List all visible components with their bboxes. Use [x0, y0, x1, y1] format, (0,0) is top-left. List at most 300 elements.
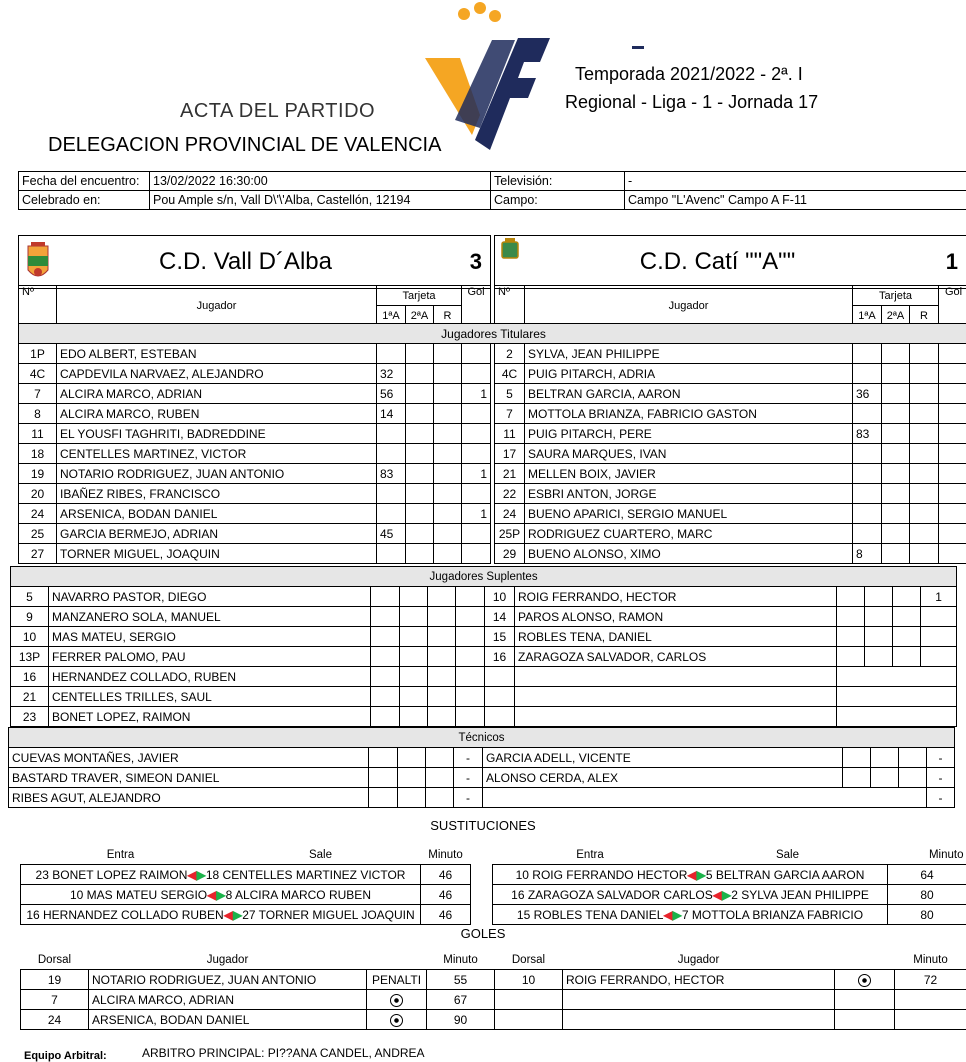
- away-coach-dash: -: [927, 748, 955, 768]
- delegacion-title: DELEGACION PROVINCIAL DE VALENCIA: [48, 134, 441, 157]
- away-yellow-1: 36: [853, 384, 882, 404]
- away-sub-goals: 1: [921, 587, 957, 607]
- home-red: [434, 384, 462, 404]
- home-r-header: R: [434, 306, 462, 326]
- home-yellow-1: [377, 424, 406, 444]
- away-red: [910, 504, 939, 524]
- home-red: [434, 504, 462, 524]
- home-yellow-2: [406, 424, 434, 444]
- home-sub-stat: [371, 667, 400, 687]
- away-player-number: 24: [495, 504, 525, 524]
- away-yellow-1: 83: [853, 424, 882, 444]
- away-coach-stat: [899, 768, 927, 788]
- away-sub-in: 15 ROBLES TENA DANIEL: [517, 908, 664, 922]
- table-row: [19, 384, 966, 404]
- away-team-name: C.D. Catí ""A"": [525, 236, 911, 289]
- home-2a-header: 2ªA: [406, 306, 434, 326]
- away-sub-stat: [837, 647, 865, 667]
- home-goals: 1: [462, 384, 491, 404]
- away-yellow-2: [882, 524, 910, 544]
- home-sub-pair: [21, 885, 421, 905]
- home-gol-header: Gol: [462, 286, 491, 326]
- swap-arrow-icon: ◀▶: [663, 908, 681, 922]
- fecha-value: 13/02/2022 16:30:00: [150, 172, 491, 191]
- away-goal-dorsal: 10: [495, 970, 563, 990]
- home-yellow-1: 83: [377, 464, 406, 484]
- away-red: [910, 344, 939, 364]
- away-coach-stat: [871, 748, 899, 768]
- home-sub-out: 18 CENTELLES MARTINEZ VICTOR: [206, 868, 406, 882]
- home-player-number: 27: [19, 544, 57, 564]
- home-coach-stat: [398, 768, 426, 788]
- away-coach-stat: [871, 768, 899, 788]
- home-coach-dash: -: [454, 768, 483, 788]
- away-player-number: 17: [495, 444, 525, 464]
- away-sub-number: 14: [485, 607, 515, 627]
- home-sub-stat: [428, 627, 456, 647]
- away-yellow-2: [882, 404, 910, 424]
- home-goals: [462, 524, 491, 544]
- home-yellow-2: [406, 504, 434, 524]
- table-row: [11, 627, 957, 647]
- home-coach-stat: [426, 788, 454, 808]
- away-sub-stat: [837, 607, 865, 627]
- home-sub-stat: [456, 627, 485, 647]
- table-row: [9, 748, 955, 768]
- home-player-number: 8: [19, 404, 57, 424]
- home-1a-header: 1ªA: [377, 306, 406, 326]
- away-sub-pair: [493, 905, 888, 925]
- away-sub-number: [485, 687, 515, 707]
- away-player-name: MOTTOLA BRIANZA, FABRICIO GASTON: [525, 404, 853, 424]
- table-row: [11, 667, 957, 687]
- home-yellow-1: [377, 504, 406, 524]
- home-jugador-header: Jugador: [57, 286, 377, 326]
- home-sub-number: 5: [11, 587, 49, 607]
- sust-home-minuto-header: Minuto: [421, 845, 471, 865]
- home-team-name: C.D. Vall D´Alba: [57, 236, 435, 289]
- table-row: [11, 607, 957, 627]
- away-goals: [939, 464, 966, 484]
- home-coach-name: BASTARD TRAVER, SIMEON DANIEL: [9, 768, 369, 788]
- away-player-number: 25P: [495, 524, 525, 544]
- home-crest: [19, 236, 57, 289]
- header-mark: [632, 46, 644, 49]
- away-red: [910, 464, 939, 484]
- away-player-number: 2: [495, 344, 525, 364]
- home-num-header: Nº: [19, 286, 57, 326]
- player-column-headers: [18, 285, 966, 326]
- away-player-name: SAURA MARQUES, IVAN: [525, 444, 853, 464]
- home-goals: [462, 344, 491, 364]
- away-goal-minute: 72: [895, 970, 966, 990]
- away-red: [910, 384, 939, 404]
- home-yellow-1: 32: [377, 364, 406, 384]
- home-team-goals: 3: [435, 236, 491, 289]
- soccer-ball-icon: [390, 1014, 403, 1027]
- home-player-number: 11: [19, 424, 57, 444]
- home-red: [434, 344, 462, 364]
- home-sub-stat: [400, 667, 428, 687]
- table-row: [19, 544, 966, 564]
- home-red: [434, 464, 462, 484]
- away-team-goals: 1: [911, 236, 966, 289]
- home-goal-type: PENALTI: [367, 970, 427, 990]
- swap-arrow-icon: ◀▶: [224, 908, 242, 922]
- home-coach-name: CUEVAS MONTAÑES, JAVIER: [9, 748, 369, 768]
- table-row: [9, 768, 955, 788]
- home-yellow-2: [406, 404, 434, 424]
- away-red: [910, 544, 939, 564]
- away-coach-stat: [899, 748, 927, 768]
- home-player-name: ALCIRA MARCO, ADRIAN: [57, 384, 377, 404]
- away-sub-in: 16 ZARAGOZA SALVADOR CARLOS: [511, 888, 713, 902]
- away-player-number: 4C: [495, 364, 525, 384]
- sust-sep: [471, 865, 493, 885]
- home-goal-dorsal: 7: [21, 990, 89, 1010]
- away-sub-name: ROIG FERRANDO, HECTOR: [515, 587, 837, 607]
- home-sub-number: 9: [11, 607, 49, 627]
- home-sub-stat: [456, 707, 485, 727]
- table-row: [19, 484, 966, 504]
- home-goal-type: [367, 990, 427, 1010]
- away-player-name: SYLVA, JEAN PHILIPPE: [525, 344, 853, 364]
- home-player-name: IBAÑEZ RIBES, FRANCISCO: [57, 484, 377, 504]
- home-goal-type: [367, 1010, 427, 1030]
- home-goals: [462, 404, 491, 424]
- table-row: [19, 424, 966, 444]
- home-sub-minute: 46: [421, 865, 471, 885]
- home-yellow-1: [377, 484, 406, 504]
- goles-away-dorsal-header: Dorsal: [495, 950, 563, 970]
- home-red: [434, 524, 462, 544]
- away-sub-minute: 80: [888, 905, 966, 925]
- home-sub-name: MAS MATEU, SERGIO: [49, 627, 371, 647]
- home-goals: [462, 444, 491, 464]
- home-coach-stat: [398, 748, 426, 768]
- home-sub-stat: [456, 647, 485, 667]
- away-sub-out: 2 SYLVA JEAN PHILIPPE: [731, 888, 869, 902]
- away-goal-player: [563, 1010, 835, 1030]
- away-sub-stat: [893, 587, 921, 607]
- away-player-name: BUENO APARICI, SERGIO MANUEL: [525, 504, 853, 524]
- home-player-name: EL YOUSFI TAGHRITI, BADREDDINE: [57, 424, 377, 444]
- away-sub-stat: [893, 647, 921, 667]
- home-coach-stat: [369, 748, 398, 768]
- away-sub-out: 7 MOTTOLA BRIANZA FABRICIO: [682, 908, 863, 922]
- home-sub-stat: [456, 607, 485, 627]
- away-sub-minute: 64: [888, 865, 966, 885]
- away-player-number: 5: [495, 384, 525, 404]
- away-sub-stat: [837, 587, 865, 607]
- match-info-table: [18, 171, 966, 210]
- home-sub-stat: [371, 707, 400, 727]
- home-sub-stat: [400, 707, 428, 727]
- swap-arrow-icon: ◀▶: [187, 868, 205, 882]
- tv-value: -: [625, 172, 966, 191]
- away-sub-number: 10: [485, 587, 515, 607]
- home-sub-stat: [371, 607, 400, 627]
- away-sub-stat: [893, 627, 921, 647]
- home-yellow-1: [377, 344, 406, 364]
- away-sub-name: [515, 707, 837, 727]
- table-row: [19, 364, 966, 384]
- away-sub-stat: [837, 627, 865, 647]
- goles-home-dorsal-header: Dorsal: [21, 950, 89, 970]
- home-yellow-2: [406, 384, 434, 404]
- away-goals: [939, 544, 966, 564]
- arbitro-principal: ARBITRO PRINCIPAL: PI??ANA CANDEL, ANDREA: [142, 1046, 425, 1060]
- home-goals: 1: [462, 504, 491, 524]
- home-coach-stat: [426, 768, 454, 788]
- temporada-text: Temporada 2021/2022 - 2ª. I: [575, 64, 803, 85]
- home-yellow-2: [406, 344, 434, 364]
- suplentes-table: [10, 566, 957, 727]
- home-yellow-1: [377, 544, 406, 564]
- away-sub-pair: [493, 885, 888, 905]
- sustituciones-table: [20, 845, 966, 925]
- goles-home-jugador-header: Jugador: [89, 950, 367, 970]
- away-crest: [495, 236, 525, 289]
- suplentes-section-header: Jugadores Suplentes: [11, 567, 957, 587]
- home-coach-stat: [426, 748, 454, 768]
- away-goal-dorsal: [495, 1010, 563, 1030]
- away-yellow-1: [853, 524, 882, 544]
- teams-table: [18, 235, 966, 289]
- home-player-number: 18: [19, 444, 57, 464]
- away-player-name: ESBRI ANTON, JORGE: [525, 484, 853, 504]
- home-goal-player: ARSENICA, BODAN DANIEL: [89, 1010, 367, 1030]
- celebrado-label: Celebrado en:: [19, 191, 150, 210]
- away-yellow-1: [853, 344, 882, 364]
- home-sub-stat: [400, 587, 428, 607]
- home-sub-stat: [428, 667, 456, 687]
- home-sub-stat: [428, 587, 456, 607]
- away-2a-header: 2ªA: [882, 306, 910, 326]
- home-coach-stat: [369, 768, 398, 788]
- home-yellow-2: [406, 524, 434, 544]
- home-player-name: EDO ALBERT, ESTEBAN: [57, 344, 377, 364]
- home-yellow-2: [406, 484, 434, 504]
- sust-home-entra-header: Entra: [21, 845, 221, 865]
- away-sub-number: 15: [485, 627, 515, 647]
- titulares-table: [18, 323, 966, 564]
- table-row: [21, 1010, 966, 1030]
- home-yellow-1: 45: [377, 524, 406, 544]
- goles-home-type-header: [367, 950, 427, 970]
- away-num-header: Nº: [495, 286, 525, 326]
- away-sub-empty: [837, 707, 957, 727]
- away-r-header: R: [910, 306, 939, 326]
- goles-title: GOLES: [0, 926, 966, 941]
- goles-away-jugador-header: Jugador: [563, 950, 835, 970]
- home-sub-stat: [456, 587, 485, 607]
- away-coach-empty: [483, 788, 927, 808]
- away-yellow-1: [853, 504, 882, 524]
- home-sub-out: 8 ALCIRA MARCO RUBEN: [226, 888, 371, 902]
- away-player-number: 7: [495, 404, 525, 424]
- home-player-name: NOTARIO RODRIGUEZ, JUAN ANTONIO: [57, 464, 377, 484]
- away-sub-empty: [837, 687, 957, 707]
- table-row: [19, 524, 966, 544]
- away-coach-dash: -: [927, 768, 955, 788]
- soccer-ball-icon: [390, 994, 403, 1007]
- table-row: [19, 464, 966, 484]
- away-sub-goals: [921, 647, 957, 667]
- sust-away-entra-header: Entra: [493, 845, 688, 865]
- away-coach-stat: [843, 748, 871, 768]
- home-sub-number: 23: [11, 707, 49, 727]
- away-yellow-1: [853, 464, 882, 484]
- home-sub-stat: [456, 687, 485, 707]
- home-sub-name: MANZANERO SOLA, MANUEL: [49, 607, 371, 627]
- away-player-name: BUENO ALONSO, XIMO: [525, 544, 853, 564]
- away-red: [910, 484, 939, 504]
- away-sub-goals: [921, 607, 957, 627]
- home-yellow-2: [406, 444, 434, 464]
- home-goals: 1: [462, 464, 491, 484]
- away-red: [910, 404, 939, 424]
- sust-sep: [471, 885, 493, 905]
- away-goals: [939, 344, 966, 364]
- away-sub-name: [515, 687, 837, 707]
- table-row: [11, 647, 957, 667]
- table-row: [11, 687, 957, 707]
- home-sub-stat: [428, 687, 456, 707]
- campo-label: Campo:: [491, 191, 625, 210]
- away-goal-type: [835, 970, 895, 990]
- home-sub-minute: 46: [421, 905, 471, 925]
- home-goal-minute: 90: [427, 1010, 495, 1030]
- table-row: [21, 905, 966, 925]
- home-goal-minute: 55: [427, 970, 495, 990]
- away-goals: [939, 404, 966, 424]
- home-sub-stat: [400, 687, 428, 707]
- home-player-name: ARSENICA, BODAN DANIEL: [57, 504, 377, 524]
- away-goals: [939, 504, 966, 524]
- home-sub-in: 23 BONET LOPEZ RAIMON: [36, 868, 188, 882]
- home-goal-dorsal: 24: [21, 1010, 89, 1030]
- away-1a-header: 1ªA: [853, 306, 882, 326]
- home-goal-player: NOTARIO RODRIGUEZ, JUAN ANTONIO: [89, 970, 367, 990]
- away-sub-in: 10 ROIG FERRANDO HECTOR: [516, 868, 688, 882]
- home-sub-stat: [400, 627, 428, 647]
- fecha-label: Fecha del encuentro:: [19, 172, 150, 191]
- away-yellow-2: [882, 464, 910, 484]
- celebrado-value: Pou Ample s/n, Vall D\'\'Alba, Castellón, 12194: [150, 191, 491, 210]
- home-goal-minute: 67: [427, 990, 495, 1010]
- away-goal-type: [835, 990, 895, 1010]
- home-goals: [462, 424, 491, 444]
- away-crest-icon: [500, 238, 520, 262]
- sust-sep: [471, 905, 493, 925]
- home-goals: [462, 364, 491, 384]
- away-sub-minute: 80: [888, 885, 966, 905]
- home-player-number: 25: [19, 524, 57, 544]
- table-row: [19, 504, 966, 524]
- away-sub-number: [485, 707, 515, 727]
- home-sub-in: 10 MAS MATEU SERGIO: [70, 888, 207, 902]
- home-red: [434, 364, 462, 384]
- home-player-name: CENTELLES MARTINEZ, VICTOR: [57, 444, 377, 464]
- away-yellow-1: [853, 364, 882, 384]
- soccer-ball-icon: [858, 974, 871, 987]
- home-tarjeta-header: Tarjeta: [377, 286, 462, 306]
- home-yellow-2: [406, 364, 434, 384]
- home-sub-stat: [400, 607, 428, 627]
- away-sub-stat: [865, 627, 893, 647]
- home-goals: [462, 544, 491, 564]
- away-yellow-2: [882, 344, 910, 364]
- away-sub-name: ROBLES TENA, DANIEL: [515, 627, 837, 647]
- home-sub-number: 16: [11, 667, 49, 687]
- away-sub-stat: [865, 647, 893, 667]
- away-player-name: MELLEN BOIX, JAVIER: [525, 464, 853, 484]
- swap-arrow-icon: ◀▶: [687, 868, 705, 882]
- away-goals: [939, 384, 966, 404]
- away-yellow-2: [882, 364, 910, 384]
- home-red: [434, 444, 462, 464]
- home-sub-name: CENTELLES TRILLES, SAUL: [49, 687, 371, 707]
- away-goals: [939, 524, 966, 544]
- home-yellow-1: [377, 444, 406, 464]
- home-player-number: 19: [19, 464, 57, 484]
- away-coach-name: GARCIA ADELL, VICENTE: [483, 748, 843, 768]
- table-row: [21, 970, 966, 990]
- home-sub-stat: [428, 607, 456, 627]
- away-goal-minute: [895, 990, 966, 1010]
- home-player-name: TORNER MIGUEL, JOAQUIN: [57, 544, 377, 564]
- home-sub-stat: [428, 707, 456, 727]
- home-sub-pair: [21, 865, 421, 885]
- home-player-number: 4C: [19, 364, 57, 384]
- sustituciones-title: SUSTITUCIONES: [0, 818, 966, 833]
- home-sub-number: 10: [11, 627, 49, 647]
- table-row: [19, 404, 966, 424]
- away-player-number: 11: [495, 424, 525, 444]
- away-tarjeta-header: Tarjeta: [853, 286, 939, 306]
- away-yellow-2: [882, 504, 910, 524]
- home-sub-name: NAVARRO PASTOR, DIEGO: [49, 587, 371, 607]
- home-sub-stat: [456, 667, 485, 687]
- table-row: [19, 344, 966, 364]
- home-player-name: CAPDEVILA NARVAEZ, ALEJANDRO: [57, 364, 377, 384]
- acta-title: ACTA DEL PARTIDO: [180, 100, 375, 123]
- home-sub-name: HERNANDEZ COLLADO, RUBEN: [49, 667, 371, 687]
- table-row: [21, 990, 966, 1010]
- tecnicos-section-header: Técnicos: [9, 728, 955, 748]
- away-sub-number: 16: [485, 647, 515, 667]
- table-row: [21, 865, 966, 885]
- home-yellow-1: 56: [377, 384, 406, 404]
- home-sub-stat: [371, 647, 400, 667]
- home-coach-stat: [398, 788, 426, 808]
- home-coach-dash: -: [454, 788, 483, 808]
- away-goals: [939, 364, 966, 384]
- away-sub-pair: [493, 865, 888, 885]
- away-player-number: 21: [495, 464, 525, 484]
- home-yellow-1: 14: [377, 404, 406, 424]
- home-player-name: GARCIA BERMEJO, ADRIAN: [57, 524, 377, 544]
- home-goal-dorsal: 19: [21, 970, 89, 990]
- away-red: [910, 364, 939, 384]
- away-sub-number: [485, 667, 515, 687]
- away-yellow-2: [882, 384, 910, 404]
- home-sub-number: 21: [11, 687, 49, 707]
- away-goal-player: [563, 990, 835, 1010]
- away-player-name: PUIG PITARCH, ADRIA: [525, 364, 853, 384]
- home-red: [434, 544, 462, 564]
